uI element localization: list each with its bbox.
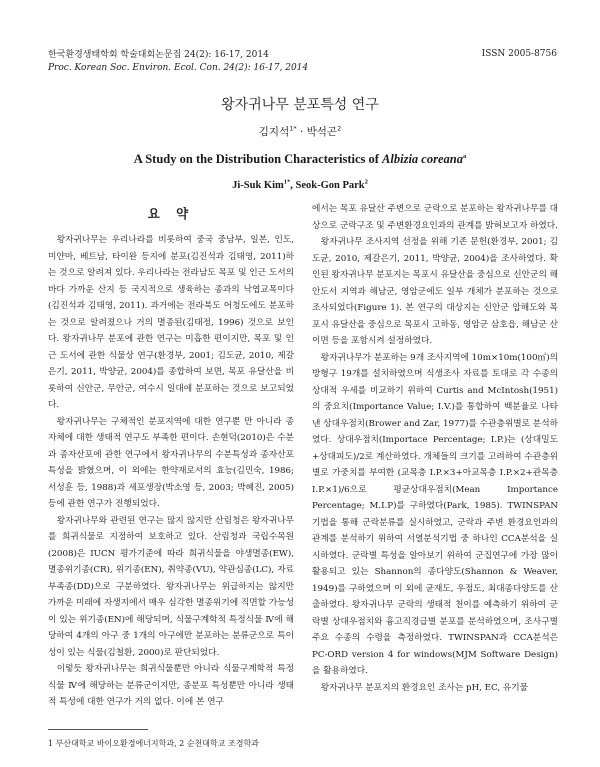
issn: ISSN 2005-8756: [481, 49, 557, 59]
paragraph: 이렇듯 왕자귀나무는 희귀식물뿐만 아니라 식물구계학적 특정식물 Ⅳ에 해당하는 분류군이지만, 종분포 특성뿐만 아니라 생태적 특성에 대한 연구가 거의 없다. 이에 본 연구: [48, 664, 294, 707]
title-en-species: Albizia coreana: [382, 152, 463, 166]
journal-citation-ko: 한국환경생태학회 학술대회논문집 24(2): 16-17, 2014: [48, 50, 269, 60]
footnote-rule: [48, 729, 148, 730]
author-2-en-affil: 2: [364, 178, 368, 186]
paper-title-en: [0, 152, 600, 167]
author-separator-ko: ·: [296, 126, 307, 138]
affiliation-footnote: 1 부산대학교 바이오환경에너지학과, 2 순천대학교 조경학과: [48, 739, 259, 748]
journal-citation-en: Proc. Korean Soc. Environ. Ecol. Con. 24(2): 16-17, 2014: [48, 63, 309, 73]
title-en-footnote-mark: a: [462, 152, 467, 160]
right-column: [312, 201, 558, 696]
author-separator-en: ,: [290, 180, 296, 191]
author-2-ko: 박석곤: [306, 126, 338, 138]
paragraph: 왕자귀나무는 우리나라를 비롯하여 중국 중남부, 일본, 인도, 미얀마, 베트남, 타이완 등지에 분포(김진석과 김태영, 2011)하는 것으로 알려져 있다. 우리나라는 전라남도 목포 및 인근 도서의 바다 가까운 산지 등 국지적으로 생육하는 종과의 낙엽교목이다(김진석과 김태영, 2011). 과거에는 전라북도 어청도에도 분포하는 것으로 알려졌으나 거의 멸종된(김태정, 1996) 것으로 보인다. 왕자귀나무 분포에 관한 연구는 미흡한 편이지만, 목포 및 인근 도서에 관한 식물상 연구(환경부, 2001; 김도균, 2010, 제갈은기, 2011, 박양균, 2004)를 종합하여 보면, 목포 유달산을 비롯하여 신안군, 무안군, 여수시 일대에 분포하는 것으로 보고되었다.: [48, 235, 294, 410]
paragraph: 왕자귀나무가 분포하는 9개 조사지역에 10m×10m(100㎡)의 방형구 19개를 설치하였으며 식생조사 자료를 토대로 각 수종의 상대적 우세를 비교하기 위하여 Curtis and McIntosh(1951)의 중요치(Importance Value; I.V.)를 통합하여 백분율로 나타낸 상대우점치(Brower and Zar, 1977)를 수관층위별로 분석하였다. 상대우점치(Importace Percentage; I.P.)는 (상대밀도+상대피도)/2로 계산하였다. 개체들의 크기를 고려하여 수관층위별로 가중치를 부여한 (교목층 I.P.×3+아교목층 I.P.×2+관목층 I.P.×1)/6으로 평균상대우점치(Mean Importance Percentage; M.I.P)를 구하였다(Park, 1985). TWINSPAN기법을 통해 군락분류를 실시하였고, 군락과 주변 환경요인과의 관계를 분석하기 위하여 서열분석기법 중 하나인 CCA분석을 실시하였다. 군락별 특성을 알아보기 위하여 군집연구에 가장 많이 활용되고 있는 Shannon의 종다양도(Shannon & Weaver, 1949)를 구하였으며 이 외에 균재도, 우점도, 최대종다양도를 산출하였다. 왕자귀나무 군락의 생태적 천이를 예측하기 위하여 군락별 상대우점치와 흉고직경급별 분포를 분석하였으며, 조사구별 주요 수종의 수령을 측정하였다. TWINSPAN과 CCA분석은 PC-ORD version 4 for windows(MJM Software Design)을 활용하였다.: [312, 352, 558, 676]
author-2-ko-affil: 2: [337, 124, 342, 133]
paper-title-ko: 왕자귀나무 분포특성 연구: [221, 97, 379, 113]
authors-ko: [0, 124, 600, 139]
title-en-prefix: A Study on the Distribution Characteristics of: [133, 152, 383, 166]
journal-header: [48, 49, 308, 75]
author-1-en: Ji-Suk Kim: [232, 180, 284, 191]
author-1-en-affil: 1*: [283, 178, 291, 186]
paragraph: 왕자귀나무는 구체적인 분포지역에 대한 연구뿐 만 아니라 종 자체에 대한 생태적 연구도 부족한 편이다. 손현덕(2010)은 수분과 종자산포에 관한 연구에서 왕자귀나무의 수분특성과 종자산포 특성을 밝혔으며, 이 외에는 한약재로서의 효능(김민숙, 1986; 서성훈 등, 1988)과 세포생장(박소영 등, 2003; 박혜진, 2005) 등에 관한 연구가 진행되었다.: [48, 416, 294, 509]
paragraph: 에서는 목포 유달산 주변으로 군락으로 분포하는 왕자귀나무를 대상으로 군락구조 및 주변환경요인과의 관계를 밝혀보고자 하였다.: [312, 204, 558, 231]
abstract-heading: 요 약: [147, 206, 195, 221]
author-1-ko: 김지석: [258, 126, 290, 138]
paragraph: 왕자귀나무와 관련된 연구는 많지 않지만 산림청은 왕자귀나무를 희귀식물로 지정하여 보호하고 있다. 산림청과 국립수목원(2008)은 IUCN 평가기준에 따라 희귀식물을 야생멸종(EW), 멸종위기종(CR), 위기종(EN), 취약종(VU), 약관심종(LC), 자료부족종(DD)으로 구분하였다. 왕자귀나무는 위급하지는 않지만 가까운 미래에 자생지에서 매우 심각한 멸종위기에 직면할 가능성이 있는 위기종(EN)에 해당되며, 식물구계학적 특정식물 Ⅳ에 해당하여 4개의 아구 중 1개의 아구에만 분포하는 분류군으로 특이성이 있는 식물(김철환, 2000)로 판단되었다.: [48, 515, 294, 658]
paragraph: 왕자귀나무 조사지역 선정을 위해 기존 문헌(환경부, 2001; 김도균, 2010, 제갈은기, 2011, 박양균, 2004)을 조사하였다. 확인된 왕자귀나무 분포지는 목포시 유달산을 중심으로 신안군의 해안도서 지역과 해남군, 영암군에도 일부 개체가 분포하는 것으로 조사되었다(Figure 1). 본 연구의 대상지는 신안군 압해도와 목포시 유달산을 중심으로 목포시 고하동, 영암군 삼호읍, 해남군 산이면 등을 포함시켜 설정하였다.: [312, 237, 558, 346]
left-column: [48, 232, 294, 711]
authors-en: [0, 180, 600, 191]
author-2-en: Seok-Gon Park: [295, 180, 365, 191]
paragraph: 왕자귀나무 분포지의 환경요인 조사는 pH, EC, 유기물: [320, 682, 529, 693]
author-1-ko-affil: 1*: [289, 124, 297, 133]
